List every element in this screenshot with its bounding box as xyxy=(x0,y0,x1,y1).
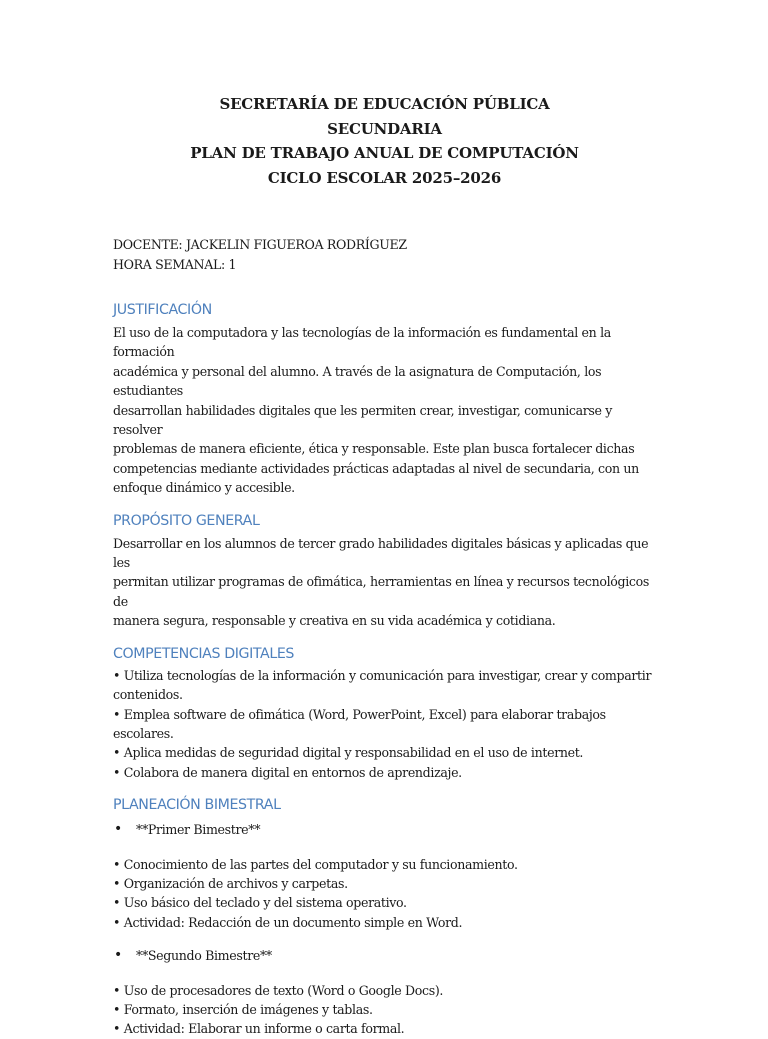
justificacion-line: enfoque dinámico y accesible. xyxy=(113,480,295,496)
list-item: • Organización de archivos y carpetas. xyxy=(113,875,348,891)
list-item: • Conocimiento de las partes del computador y su funcionamiento. xyxy=(113,856,518,872)
proposito-paragraph xyxy=(113,534,656,631)
planeacion-heading: PLANEACIÓN BIMESTRAL xyxy=(113,797,281,814)
justificacion-paragraph xyxy=(113,323,656,498)
bimestre-2-list xyxy=(113,981,656,1039)
list-item: • Uso básico del teclado y del sistema operativo. xyxy=(113,895,407,911)
competencias-list xyxy=(113,666,656,782)
bullet-dot-icon: • xyxy=(114,947,122,964)
justificacion-line: El uso de la computadora y las tecnologías de la información es fundamental en la formación xyxy=(113,325,611,360)
bimestre-2-title-row xyxy=(113,946,656,965)
bimestre-2-title: **Segundo Bimestre** xyxy=(136,948,272,964)
justificacion-line: desarrollan habilidades digitales que les permiten crear, investigar, comunicarse y resolver xyxy=(113,402,613,438)
justificacion-heading: JUSTIFICACIÓN xyxy=(113,302,212,318)
list-item: • Actividad: Elaborar un informe o carta formal. xyxy=(113,1021,405,1037)
justificacion-line: problemas de manera eficiente, ética y responsable. Este plan busca fortalecer dichas xyxy=(113,441,635,457)
competencias-line: contenidos. xyxy=(113,687,183,703)
bimestre-1-title: **Primer Bimestre** xyxy=(136,822,261,838)
justificacion-line: competencias mediante actividades prácticas adaptadas al nivel de secundaria, con un xyxy=(113,460,639,476)
hora-semanal-line: HORA SEMANAL: 1 xyxy=(113,257,237,272)
document-title-block xyxy=(113,92,656,190)
bullet-dot-icon: • xyxy=(114,821,122,838)
list-item: • Actividad: Redacción de un documento simple en Word. xyxy=(113,914,463,930)
title-line-secundaria: SECUNDARIA xyxy=(327,119,442,138)
title-line-plan: PLAN DE TRABAJO ANUAL DE COMPUTACIÓN xyxy=(190,144,579,162)
proposito-line: Desarrollar en los alumnos de tercer grado habilidades digitales básicas y aplicadas que les xyxy=(113,535,649,571)
docente-line: DOCENTE: JACKELIN FIGUEROA RODRÍGUEZ xyxy=(113,237,407,252)
list-item: • Formato, inserción de imágenes y tablas. xyxy=(113,1001,373,1017)
title-line-secretaria: SECRETARÍA DE EDUCACIÓN PÚBLICA xyxy=(219,95,550,113)
proposito-heading: PROPÓSITO GENERAL xyxy=(113,512,260,529)
competencias-line: • Utiliza tecnologías de la información y comunicación para investigar, crear y compartir xyxy=(113,667,652,683)
competencias-line: • Emplea software de ofimática (Word, PowerPoint, Excel) para elaborar trabajos escolares. xyxy=(113,706,606,741)
document-meta xyxy=(113,235,656,275)
competencias-line: • Colabora de manera digital en entornos de aprendizaje. xyxy=(113,764,462,780)
competencias-heading: COMPETENCIAS DIGITALES xyxy=(113,645,295,662)
bimestre-1-list xyxy=(113,855,656,933)
proposito-line: permitan utilizar programas de ofimática, herramientas en línea y recursos tecnológicos de xyxy=(113,574,649,609)
title-line-ciclo: CICLO ESCOLAR 2025–2026 xyxy=(267,168,502,187)
competencias-line: • Aplica medidas de seguridad digital y responsabilidad en el uso de internet. xyxy=(113,745,584,761)
justificacion-line: académica y personal del alumno. A través de la asignatura de Computación, los estudiantes xyxy=(113,363,602,399)
list-item: • Uso de procesadores de texto (Word o Google Docs). xyxy=(113,982,444,998)
proposito-line: manera segura, responsable y creativa en su vida académica y cotidiana. xyxy=(113,613,556,629)
bimestre-1-title-row xyxy=(113,820,656,839)
